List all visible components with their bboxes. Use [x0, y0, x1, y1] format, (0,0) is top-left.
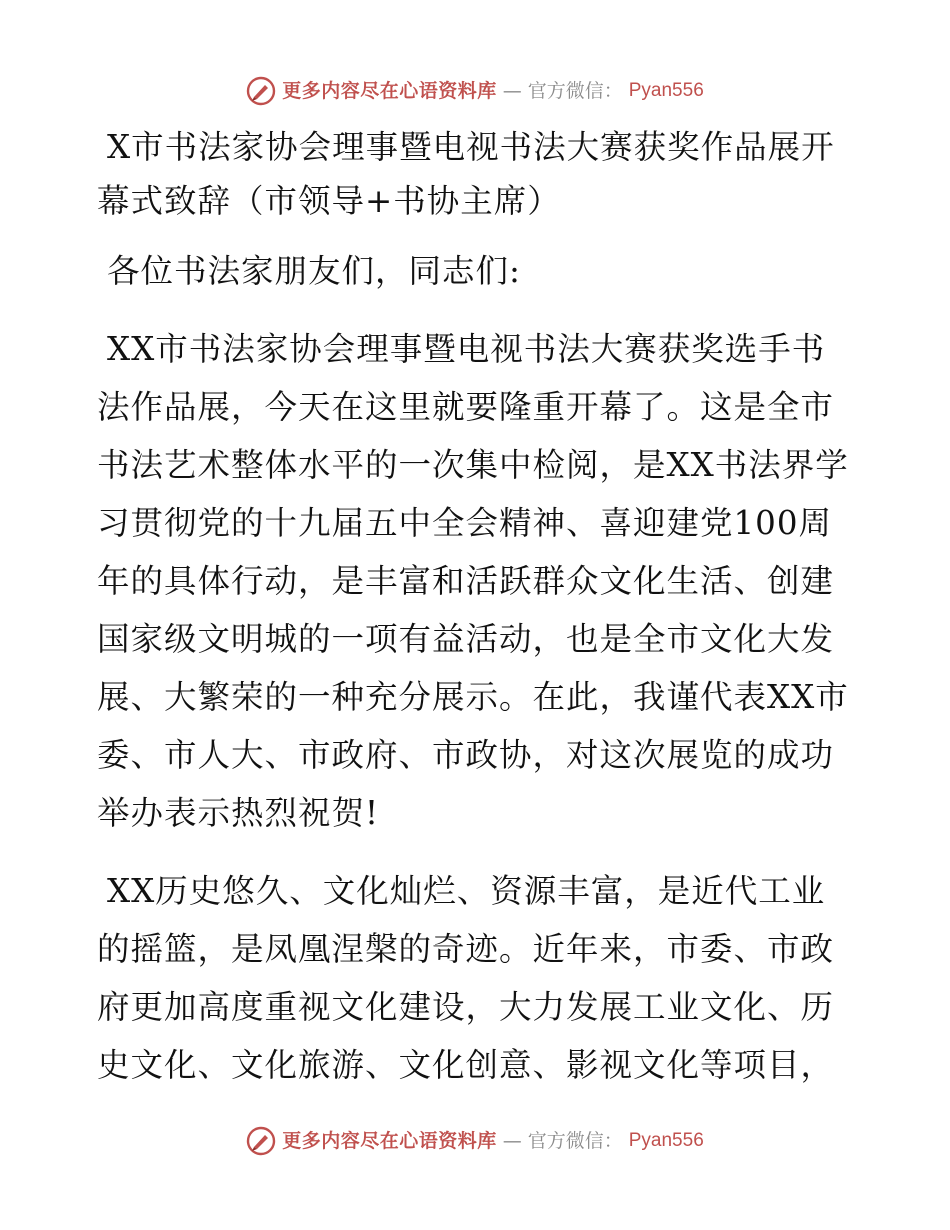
watermark-wechat-id: Pyan556 — [628, 1130, 704, 1151]
watermark-main-text: 更多内容尽在心语资料库 — [282, 80, 497, 102]
pen-logo-icon — [246, 1126, 276, 1156]
greeting: 各位书法家朋友们，同志们: — [107, 252, 521, 290]
watermark-label: 官方微信： — [527, 1130, 623, 1152]
watermark-separator: — — [502, 1130, 522, 1152]
document-body — [97, 120, 857, 1094]
watermark-banner-bottom — [0, 1126, 950, 1156]
watermark-wechat-id: Pyan556 — [628, 80, 704, 101]
document-title: X市书法家协会理事暨电视书法大赛获奖作品展开幕式致辞（市领导+书协主席） — [97, 128, 835, 220]
paragraph-2: XX历史悠久、文化灿烂、资源丰富，是近代工业的摇篮，是凤凰涅槃的奇迹。近年来，市委、市政府更加高度重视文化建设，大力发展工业文化、历史文化、文化旅游、文化创意、影视文化等项目， — [97, 872, 835, 1084]
watermark-main-text: 更多内容尽在心语资料库 — [282, 1130, 497, 1152]
paragraph-1: XX市书法家协会理事暨电视书法大赛获奖选手书法作品展，今天在这里就要隆重开幕了。这是全市书法艺术整体水平的一次集中检阅，是XX书法界学习贯彻党的十九届五中全会精神、喜迎建党100周年的具体行动，是丰富和活跃群众文化生活、创建国家级文明城的一项有益活动，也是全市文化大发展、大繁荣的一种充分展示。在此，我谨代表XX市委、市人大、市政府、市政协，对这次展览的成功举办表示热烈祝贺! — [97, 330, 849, 832]
watermark-label: 官方微信： — [527, 80, 623, 102]
watermark-banner-top — [0, 76, 950, 106]
watermark-separator: — — [502, 80, 522, 102]
pen-logo-icon — [246, 76, 276, 106]
